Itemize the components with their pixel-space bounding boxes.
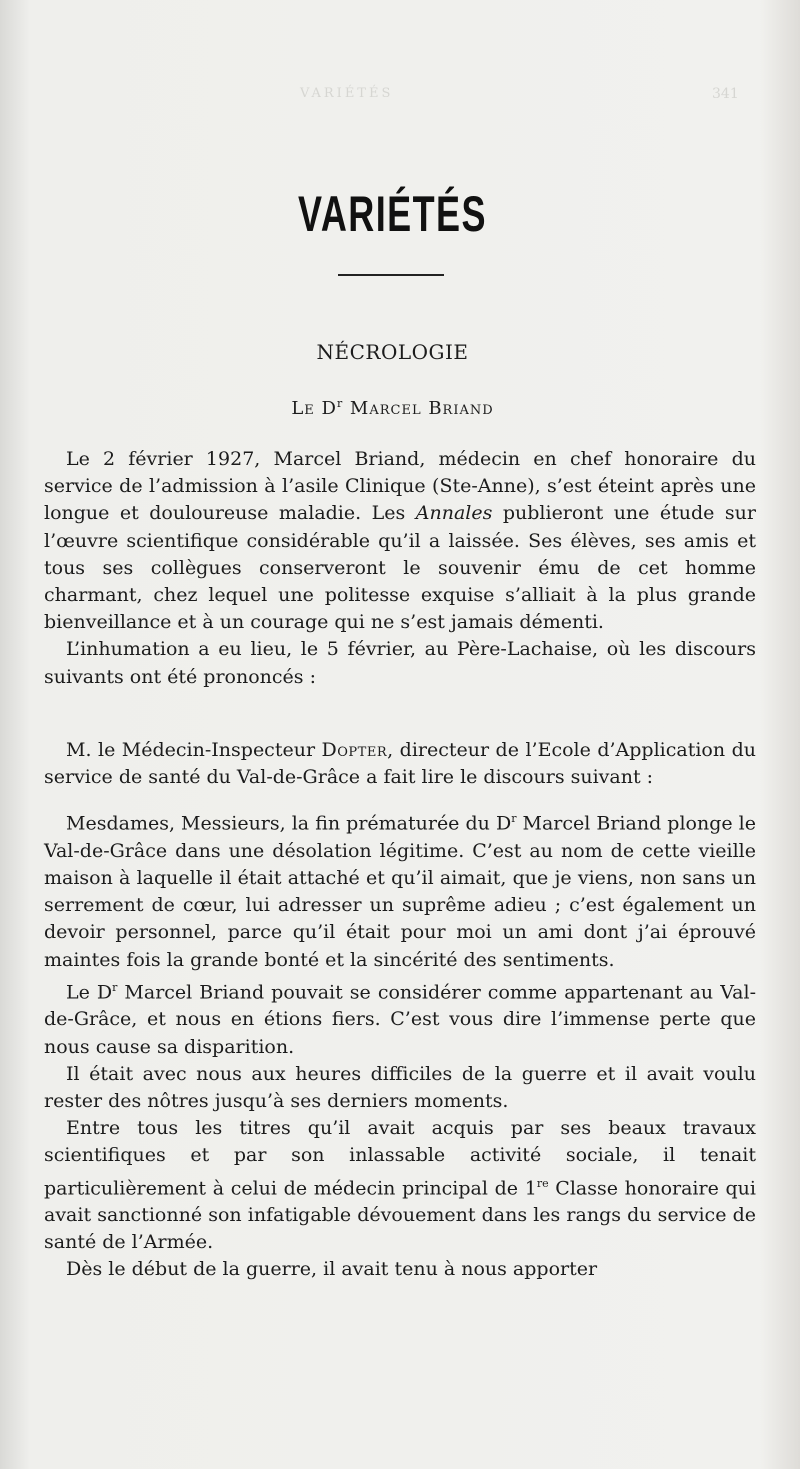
bleed-through-header: VARIÉTÉS [300, 86, 394, 101]
p5-sup: r [112, 980, 118, 994]
p4-sup: r [511, 812, 517, 826]
p4-text-a: Mesdames, Messieurs, la fin prématurée du D [66, 812, 512, 835]
p3-name: Dopter [321, 738, 388, 761]
byline-sup: r [336, 397, 344, 410]
title-divider [338, 274, 444, 276]
p7-text-a: Entre tous les titres qu’il avait acquis par ses beaux travaux scientifiques et par son inlassable activité sociale, il tenait particulièrement à celui de médecin principal de 1 [44, 1117, 756, 1199]
p1-journal-title: Annales [415, 502, 493, 525]
p7-text-b: Classe honoraire qui avait sanctionné son infatigable dévouement dans les rangs du service de santé de l’Armée. [44, 1176, 756, 1254]
article-byline [0, 397, 785, 419]
paragraph-6: Il était avec nous aux heures difficiles de la guerre et il avait voulu rester des nôtres jusqu’à ses derniers moments. [44, 1062, 756, 1112]
p3-text-b: , directeur de l’Ecole d’Application du service de santé du Val-de-Grâce a fait lire le discours suivant : [44, 738, 756, 789]
byline-name: Marcel Briand [343, 398, 494, 419]
p5-text-a: Le D [66, 981, 113, 1004]
bleed-through-page-number: 341 [712, 86, 739, 102]
article-body [44, 446, 756, 1284]
paragraph-1 [44, 446, 756, 636]
p3-text-a: M. le Médecin-Inspecteur [66, 738, 322, 761]
p5-text-b: Marcel Briand pouvait se considérer comme appartenant au Val-de-Grâce, et nous en étions fiers. C’est vous dire l’immense perte que nous cause sa disparition. [44, 981, 756, 1058]
paragraph-8: Dès le début de la guerre, il avait tenu à nous apporter [66, 1258, 598, 1281]
p1-text-b: publieront une étude sur l’œuvre scientifique considérable qu’il a laissée. Ses élèves, ses amis et tous ses collègues conserveront le souvenir ému de cet homme charmant, chez lequel une politesse exquise s’alliait à la plus grande bienveillance et à un courage qui ne s’est jamais démenti. [44, 502, 756, 634]
p1-text-a: Le 2 février 1927, Marcel Briand, médecin en chef honoraire du service de l’admission à l’asile Clinique (Ste-Anne), s’est éteint après une longue et douloureuse maladie. Les [44, 448, 756, 525]
paragraph-5 [44, 974, 756, 1061]
paragraph-3 [44, 737, 756, 791]
section-subtitle: NÉCROLOGIE [316, 340, 469, 364]
p7-sup: re [536, 1176, 549, 1190]
paragraph-2: L’inhumation a eu lieu, le 5 février, au Père-Lachaise, où les discours suivants ont été prononcés : [44, 638, 756, 688]
p4-text-b: Marcel Briand plonge le Val-de-Grâce dans une désolation légitime. C’est au nom de cette vieille maison à laquelle il était attaché et qu’il aimait, que je viens, non sans un serrement de cœur, lui adresser un suprême adieu ; c’est également un devoir personnel, parce qu’il était pour moi un ami dont j’ai éprouvé maintes fois la grande bonté et la sincérité des sentiments. [44, 812, 756, 971]
paragraph-7 [44, 1115, 756, 1256]
byline-prefix: Le D [291, 398, 337, 419]
section-title: VARIÉTÉS [298, 186, 487, 242]
paragraph-4 [44, 805, 756, 974]
